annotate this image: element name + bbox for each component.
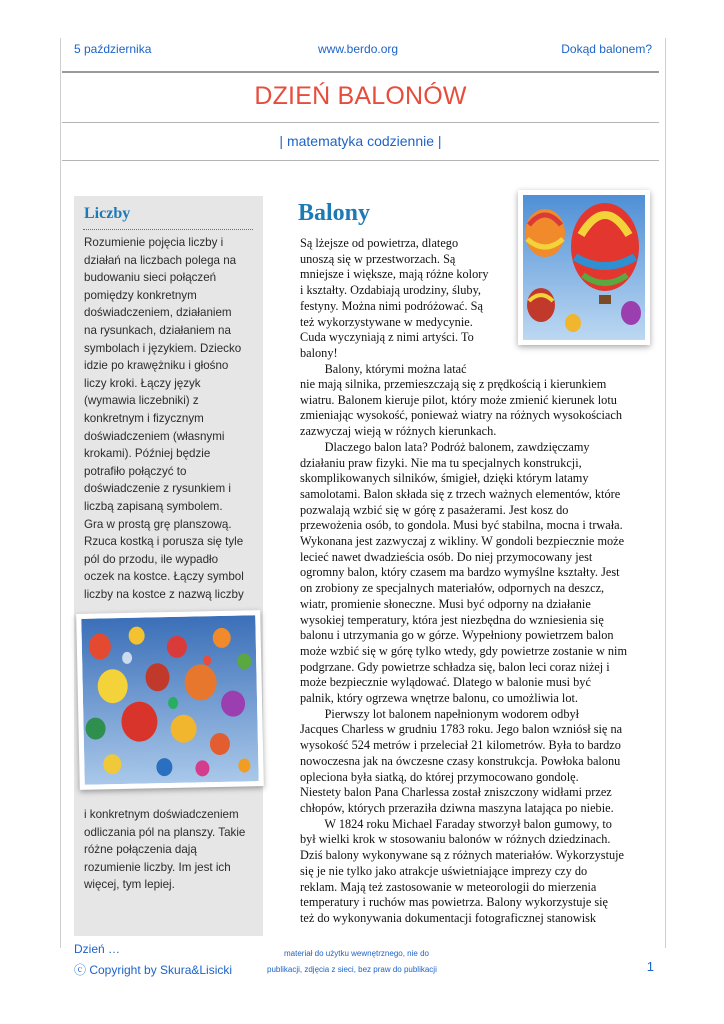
- text-line: Rozumienie pojęcia liczby i: [84, 236, 224, 249]
- text-line: mniejsze i większe, mają różne kolory: [300, 267, 489, 282]
- sidebar-dotted-divider: [83, 229, 253, 230]
- text-line: był wielki krok w stosowaniu balonów w różnych dziedzinach.: [300, 832, 611, 847]
- text-line: podgrzane. Gdy powietrze schładza się, balon leci coraz niżej i: [300, 659, 610, 674]
- text-line: konkretnym i fizycznym: [84, 411, 204, 425]
- text-line: symbolach i językiem. Dziecko: [84, 341, 242, 355]
- text-line: działaniu praw fizyki. Nie ma tu specjalnych konstrukcji,: [300, 455, 582, 470]
- text-line: różne połączenia dają: [84, 843, 197, 857]
- text-line: balony!: [300, 345, 338, 360]
- right-margin-line: [665, 38, 666, 948]
- text-line: przewożenia osób, to gondola. Musi być stabilna, mocna i trwała.: [300, 518, 623, 533]
- text-line: może bezpiecznie wylądować. Dlatego w balonie musi być: [300, 675, 591, 690]
- text-line: na rysunkach, działaniem na: [84, 323, 231, 337]
- text-line: Cuda wyczyniają z nimi artyści. To: [300, 330, 474, 345]
- footer-day: Dzień …: [74, 942, 121, 956]
- text-line: Wykonana jest zazwyczaj z wikliny. W gondoli bezpiecznie może: [300, 534, 625, 549]
- text-line: i konkretnym doświadczeniem: [84, 808, 239, 821]
- text-line: W 1824 roku Michael Faraday stworzył balon gumowy, to: [300, 816, 612, 831]
- subtitle-divider: [62, 160, 659, 161]
- text-line: idzie po krawężniku i głośno: [84, 359, 229, 373]
- footer-copyright: ⓒ Copyright by Skura&Lisicki: [74, 963, 233, 977]
- sidebar-paragraph-2: [84, 806, 260, 894]
- colorful-balloons-photo: [518, 190, 650, 345]
- text-line: samolotami. Balon składa się z trzech ważnych elementów, które: [300, 486, 621, 501]
- sidebar-box: [74, 196, 263, 936]
- text-line: oczek na kostce. Łączy symbol: [84, 570, 244, 584]
- text-line: pomiędzy konkretnym: [84, 288, 197, 302]
- page-header: [74, 42, 652, 62]
- header-date: 5 października: [74, 42, 152, 56]
- text-line: reklam. Mają też zastosowanie w meteorologii do mierzenia: [300, 879, 597, 894]
- text-line: więcej, tym lepiej.: [84, 878, 175, 892]
- text-line: wysokość 524 metrów i przeleciał 21 kilometrów. Była to bardzo: [300, 738, 621, 753]
- text-line: doświadczenie z rysunkiem i: [84, 482, 231, 496]
- text-line: skomplikowanych silników, śmigieł, dzięki którym latamy: [300, 471, 589, 486]
- title-divider: [62, 122, 659, 123]
- text-line: Dlaczego balon lata? Podróż balonem, zawdzięczamy: [300, 439, 590, 454]
- text-line: wysokiej temperatury, która jest niezbędna do wzniesienia się: [300, 612, 604, 627]
- footer-note-line-1: materiał do użytku wewnętrznego, nie do: [284, 949, 429, 958]
- text-line: opleciona była siatką, do której przymocowano gondolę.: [300, 769, 579, 784]
- text-line: doświadczeniem, działaniem: [84, 306, 232, 320]
- text-line: Gra w prostą grę planszową.: [84, 517, 232, 531]
- text-line: Balony, którymi można latać: [300, 361, 467, 376]
- text-line: Są lżejsze od powietrza, dlatego: [300, 236, 459, 250]
- text-line: on zrobiony ze specjalnych materiałów, odpornych na deszcz,: [300, 581, 605, 596]
- text-line: pozwalają wzbić się w górę z pasażerami. Jest kosz do: [300, 502, 569, 517]
- text-line: lecieć nawet dwadzieścia osób. Do niej przymocowany jest: [300, 549, 593, 564]
- header-site-link[interactable]: www.berdo.org: [318, 42, 399, 56]
- page-footer: [74, 942, 654, 982]
- text-line: chłopów, których przeraziła dziwna maszyna latająca po niebie.: [300, 800, 614, 815]
- text-line: potrafiło połączyć to: [84, 464, 187, 478]
- text-line: pól do przodu, ile wypadło: [84, 552, 219, 566]
- header-divider: [62, 71, 659, 73]
- text-line: Pierwszy lot balonem napełnionym wodorem odbył: [300, 706, 580, 721]
- left-margin-line: [60, 38, 61, 948]
- text-line: doświadczeniem (własnymi: [84, 429, 225, 443]
- article-body: [300, 377, 656, 927]
- text-line: wiatru. Balonem kieruje pilot, który może zmienić kierunek lotu: [300, 392, 617, 407]
- footer-note-line-2: publikacji, zdjęcia z sieci, bez praw do publikacji: [267, 965, 437, 974]
- text-line: balonu i utrzymania go w górze. Wypełniony powietrzem balon: [300, 628, 614, 643]
- text-line: Rzuca kostką i porusza się tyle: [84, 535, 244, 549]
- text-line: budowaniu sieci połączeń: [84, 271, 217, 285]
- page-title: DZIEŃ BALONÓW: [254, 82, 467, 110]
- balloons-festival-photo: [76, 610, 264, 790]
- text-line: krokami). Później będzie: [84, 447, 211, 461]
- colorful-balloons-image: [523, 195, 645, 340]
- text-line: festyny. Można nimi podróżować. Są: [300, 298, 483, 313]
- text-line: zmieniając wysokość, ponieważ wiatry na różnych wysokościach: [300, 408, 623, 423]
- text-line: nie mają silnika, przemieszczają się z prędkością i kierunkiem: [300, 377, 607, 391]
- text-line: (wymawia liczebniki) z: [84, 394, 199, 408]
- text-line: działań na liczbach polega na: [84, 253, 237, 267]
- text-line: liczbą zapisaną symbolem.: [84, 499, 223, 513]
- text-line: nowoczesna jak na ówczesne czasy konstrukcja. Powłoka balonu: [300, 753, 621, 768]
- text-line: liczy kroki. Łączy język: [84, 376, 201, 390]
- text-line: odliczania pól na planszy. Takie: [84, 825, 246, 839]
- text-line: i kształty. Ozdabiają urodziny, śluby,: [300, 283, 481, 298]
- text-line: się je nie tylko jako atrakcje uświetniające imprezy czy do: [300, 863, 588, 878]
- text-line: rozumienie liczby. Im jest ich: [84, 860, 231, 874]
- text-line: może wzbić się w górę tylko wtedy, gdy powietrze zostanie w nim: [300, 643, 628, 658]
- page-number: 1: [646, 959, 654, 974]
- header-question: Dokąd balonem?: [561, 42, 652, 56]
- page-subtitle: | matematyka codziennie |: [279, 133, 442, 149]
- text-line: wiatr, promienie słoneczne. Musi być odporny na działanie: [300, 596, 591, 611]
- text-line: liczby na kostce z nazwą liczby: [84, 587, 244, 601]
- text-line: też do wykonywania dokumentacji fotograficznej stanowisk: [300, 910, 597, 925]
- sidebar-paragraph-1: [84, 234, 260, 603]
- balloons-festival-image: [81, 615, 258, 785]
- text-line: unoszą się w przestworzach. Są: [300, 251, 456, 266]
- text-line: temperatury i ruchów mas powietrza. Balony wykorzystuje się: [300, 895, 609, 910]
- text-line: też wykorzystywane w medycynie.: [300, 314, 473, 329]
- text-line: zazwyczaj wieją w różnych kierunkach.: [300, 424, 497, 439]
- sidebar-heading: Liczby: [84, 205, 131, 222]
- article-heading: Balony: [298, 200, 371, 226]
- text-line: ogromny balon, który czasem ma bardzo wymyślne kształty. Jest: [300, 565, 620, 580]
- text-line: Jacques Charless w grudniu 1783 roku. Jego balon wzniósł się na: [300, 722, 623, 737]
- text-line: Dziś balony wykonywane są z różnych materiałów. Wykorzystuje: [300, 848, 625, 863]
- text-line: Niestety balon Pana Charlessa został zniszczony widłami przez: [300, 785, 612, 800]
- text-line: palnik, który ogrzewa wnętrze balonu, co umożliwia lot.: [300, 691, 578, 706]
